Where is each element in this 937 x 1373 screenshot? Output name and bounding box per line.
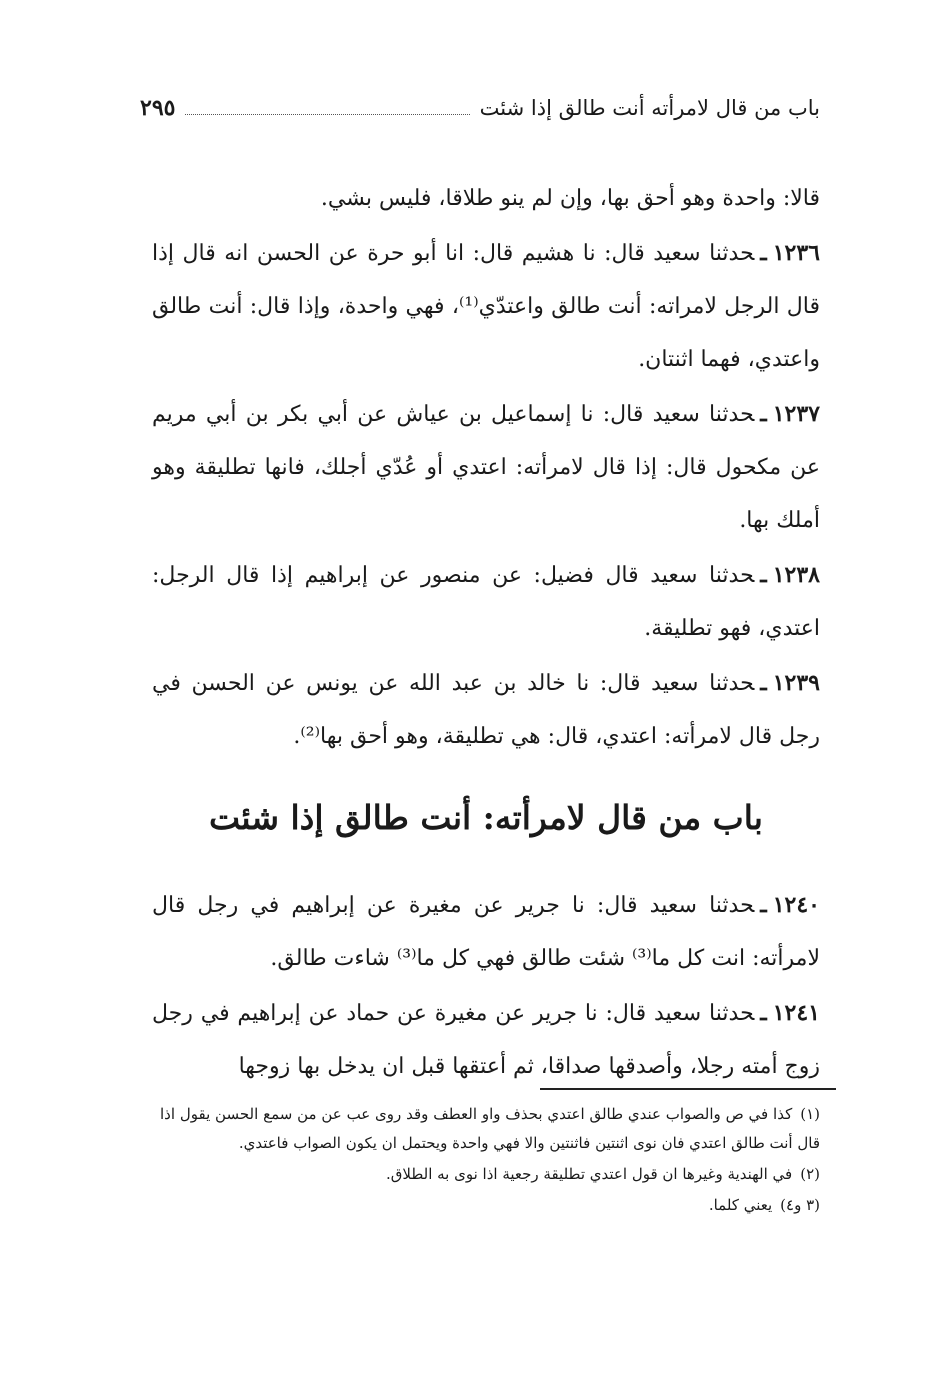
hadith-text: حدثنا سعيد قال: نا خالد بن عبد الله عن يونس عن الحسن في رجل قال لامرأته: اعتدي، قال: هي تطليقة، وهو أحق بها⁽²⁾.	[152, 671, 820, 749]
hadith-paragraph	[152, 879, 820, 985]
hadith-number: ١٢٣٨	[772, 562, 820, 588]
hadith-dash: ـ	[760, 892, 767, 918]
hadith-dash: ـ	[760, 562, 767, 588]
footnote-text: كذا في ص والصواب عندي طالق اعتدي بحذف واو العطف وقد روى عب عن من سمع الحسن يقول اذا قال أنت طالق اعتدي فان نوى اثنتين فاثنتين والا فهي واحدة ويحتمل ان يكون الصواب فاعتدي.	[160, 1105, 820, 1152]
hadith-number: ١٢٣٦	[772, 240, 820, 266]
hadith-text: حدثنا سعيد قال: نا جرير عن مغيرة عن حماد عن إبراهيم في رجل زوج أمته رجلا، وأصدقها صداقا، ثم أعتقها قبل ان يدخل بها زوجها	[152, 1001, 820, 1079]
footnote-separator	[540, 1088, 836, 1090]
footnote-text: يعني كلما.	[708, 1196, 773, 1214]
hadith-number: ١٢٣٩	[772, 670, 820, 696]
footnote	[160, 1191, 820, 1220]
hadith-paragraph	[152, 227, 820, 386]
hadith-text: حدثنا سعيد قال: نا جرير عن مغيرة عن إبراهيم في رجل قال لامرأته: انت كل ما⁽³⁾ شئت طالق فهي كل ما⁽³⁾ شاءت طالق.	[152, 893, 820, 971]
hadith-dash: ـ	[760, 401, 767, 427]
hadith-dash: ـ	[760, 240, 767, 266]
page-number: ٢٩٥	[140, 95, 176, 121]
header-dotted-leader	[185, 114, 469, 115]
hadith-text: حدثنا سعيد قال: نا إسماعيل بن عياش عن أبي بكر بن أبي مريم عن مكحول قال: إذا قال لامرأته: اعتدي أو عُدّي أجلك، فانها تطليقة وهو أملك بها.	[152, 402, 820, 533]
footnotes	[160, 1100, 820, 1222]
main-text	[152, 172, 820, 1095]
chapter-title: باب من قال لامرأته: أنت طالق إذا شئت	[209, 798, 763, 837]
footnote-marker: (٢)	[800, 1165, 820, 1183]
hadith-paragraph	[152, 388, 820, 547]
running-header-title: باب من قال لامرأته أنت طالق إذا شئت	[479, 96, 820, 120]
footnote-text: في الهندية وغيرها ان قول اعتدي تطليقة رجعية اذا نوى به الطلاق.	[385, 1165, 793, 1183]
hadith-paragraph	[152, 657, 820, 763]
footnote-marker: (٣ و٤)	[780, 1196, 820, 1214]
hadith-number: ١٢٣٧	[772, 401, 820, 427]
hadith-dash: ـ	[760, 670, 767, 696]
footnote	[160, 1100, 820, 1158]
hadith-paragraph	[152, 549, 820, 655]
hadith-dash: ـ	[760, 1000, 767, 1026]
hadith-number: ١٢٤١	[772, 1000, 820, 1026]
footnote-marker: (١)	[800, 1105, 820, 1123]
running-header	[140, 88, 820, 128]
paragraph-text: قالا: واحدة وهو أحق بها، وإن لم ينو طلاقا، فليس بشي.	[320, 186, 820, 211]
hadith-number: ١٢٤٠	[772, 892, 820, 918]
footnote	[160, 1160, 820, 1189]
hadith-paragraph	[152, 987, 820, 1093]
hadith-text: حدثنا سعيد قال فضيل: عن منصور عن إبراهيم إذا قال الرجل: اعتدي، فهو تطليقة.	[152, 563, 820, 641]
paragraph-continuation	[152, 172, 820, 225]
hadith-text: حدثنا سعيد قال: نا هشيم قال: انا أبو حرة عن الحسن انه قال إذا قال الرجل لامراته: أنت طالق واعتدّي⁽¹⁾، فهي واحدة، وإذا قال: أنت طالق واعتدي، فهما اثنتان.	[152, 241, 820, 372]
